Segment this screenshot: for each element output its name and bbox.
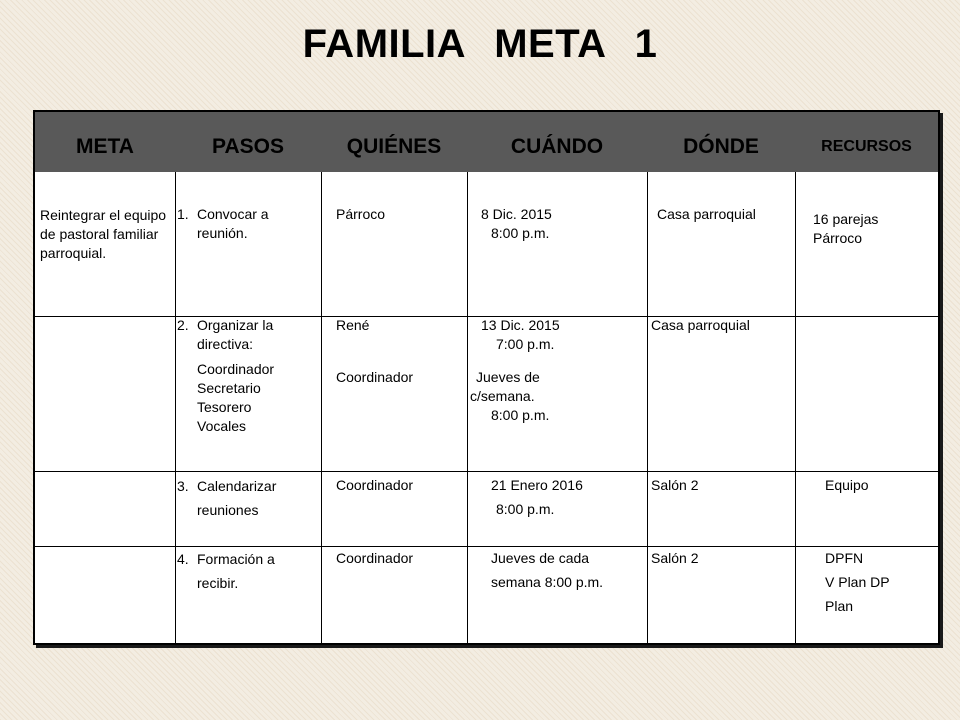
table-cell-cuando: Jueves de	[476, 369, 540, 385]
header-pasos: PASOS	[212, 135, 284, 158]
table-cell-meta: Reintegrar el equipo de pastoral familiar parroquial.	[40, 207, 167, 261]
table-cell-donde: Casa parroquial	[657, 206, 756, 222]
table-cell-recursos: Plan	[825, 598, 854, 614]
row-divider	[35, 546, 938, 547]
goal-table	[33, 110, 940, 645]
step-text: Convocar a	[197, 206, 269, 222]
table-cell-quienes: René	[336, 317, 370, 333]
step-text: reuniones	[197, 502, 259, 518]
table-cell-cuando: semana 8:00 p.m.	[491, 574, 604, 590]
step-text: Formación a	[197, 551, 275, 567]
table-cell-paso	[177, 316, 317, 436]
step-text: reunión.	[197, 225, 248, 241]
step-text: Calendarizar	[197, 478, 277, 494]
step-number: 3.	[177, 478, 189, 494]
table-cell-recursos: DPFN	[825, 550, 864, 566]
table-cell-cuando: 8 Dic. 2015	[481, 206, 552, 222]
role-item: Vocales	[197, 418, 247, 434]
role-item: Coordinador	[197, 361, 275, 377]
table-cell-donde: Salón 2	[651, 550, 699, 566]
table-cell-cuando: Jueves de cada	[491, 550, 590, 566]
column-divider	[795, 172, 796, 643]
column-divider	[175, 172, 176, 643]
header-recursos: RECURSOS	[821, 138, 912, 155]
table-cell-cuando: 8:00 p.m.	[491, 225, 550, 241]
table-cell-cuando: 13 Dic. 2015	[481, 317, 560, 333]
header-donde: DÓNDE	[683, 135, 759, 158]
header-quienes: QUIÉNES	[346, 135, 442, 158]
page-title: FAMILIA META 1	[302, 22, 658, 66]
table-header	[35, 112, 938, 172]
step-text: Organizar la	[197, 317, 274, 333]
table-cell-recursos: Equipo	[825, 477, 869, 493]
table-cell-cuando: 8:00 p.m.	[496, 501, 555, 517]
table-cell-recursos: Párroco	[813, 230, 863, 246]
column-divider	[647, 172, 648, 643]
role-item: Secretario	[197, 380, 261, 396]
column-divider	[467, 172, 468, 643]
column-divider	[321, 172, 322, 643]
step-text: recibir.	[197, 575, 239, 591]
header-cuando: CUÁNDO	[510, 135, 604, 158]
table-cell-cuando: 8:00 p.m.	[491, 407, 550, 423]
table-cell-recursos: 16 parejas	[813, 211, 879, 227]
table-cell-donde: Casa parroquial	[651, 317, 750, 333]
role-item: Tesorero	[197, 399, 252, 415]
step-text: directiva:	[197, 336, 254, 352]
table-cell-cuando: 21 Enero 2016	[491, 477, 583, 493]
step-number: 4.	[177, 551, 189, 567]
table-cell-quienes: Coordinador	[336, 369, 414, 385]
table-cell-donde: Salón 2	[651, 477, 699, 493]
step-number: 2.	[177, 317, 189, 333]
table-cell-paso	[177, 474, 317, 522]
table-cell-quienes: Coordinador	[336, 550, 414, 566]
table-cell-quienes: Párroco	[336, 206, 386, 222]
table-cell-cuando: 7:00 p.m.	[496, 336, 555, 352]
table-cell-paso	[177, 547, 317, 595]
row-divider	[35, 471, 938, 472]
table-cell-recursos: V Plan DP	[825, 574, 890, 590]
header-meta: META	[76, 135, 134, 158]
step-number: 1.	[177, 206, 189, 222]
table-cell-paso	[177, 205, 317, 243]
table-cell-cuando: c/semana.	[470, 388, 535, 404]
table-cell-quienes: Coordinador	[336, 477, 414, 493]
